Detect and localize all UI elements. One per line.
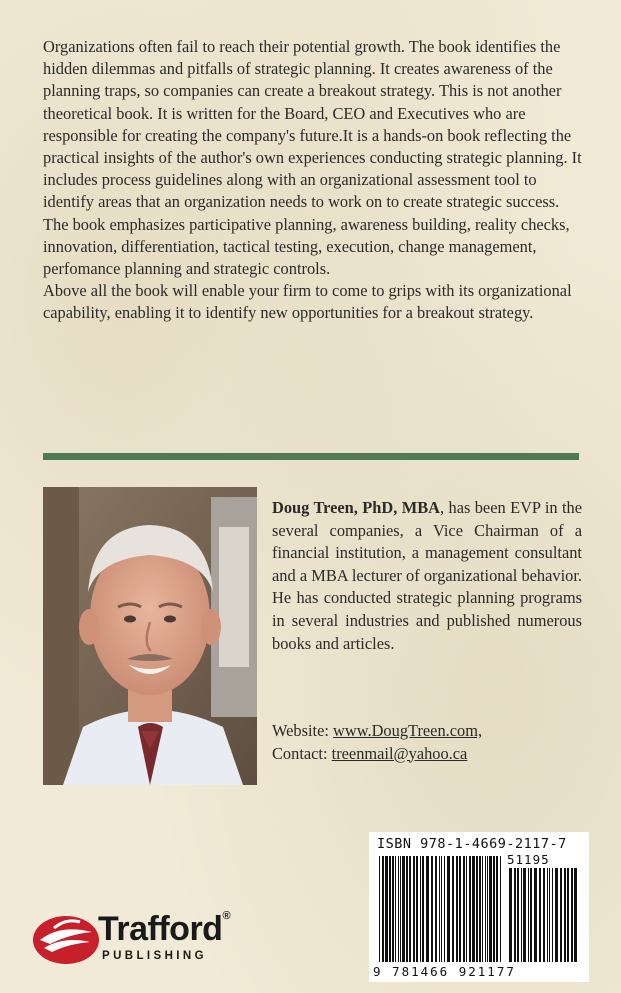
barcode-bar — [456, 856, 458, 962]
description-paragraph-1: Organizations often fail to reach their potential growth. The book identifies the hidden dilemmas and pitfalls of strategic planning. It creates awareness of the planning traps, so companies can create a breakout strategy. This is not another theoretical book. It is written for the Board, CEO and Executives who are responsible for creating the company's future.It is a hands-on book reflecting the practical insights of the author's own experiences conducting strategic planning. It includes process guidelines along with an organizational assessment tool to identify areas that an organization needs to work on to create strategic success. The book emphasizes participative planning, awareness building, reality checks, innovation, differentiation, tactical testing, execution, change management, perfomance planning and strategic controls. — [43, 37, 582, 279]
barcode-bar — [447, 856, 450, 962]
barcode-bar — [564, 868, 566, 962]
barcode-bar — [435, 856, 437, 962]
barcode-bar — [422, 856, 424, 962]
green-divider — [43, 453, 579, 460]
website-line — [272, 720, 482, 743]
contact-label: Contact: — [272, 743, 332, 763]
barcode-bar — [523, 868, 526, 962]
barcode-bars — [369, 832, 589, 982]
trafford-emblem-icon — [30, 910, 100, 968]
barcode-bar — [530, 868, 532, 962]
barcode-bar — [406, 856, 408, 962]
barcode-bar — [472, 856, 475, 962]
barcode-bar — [466, 856, 467, 962]
barcode-bar — [400, 856, 401, 962]
publisher-name: Trafford® — [98, 910, 231, 948]
barcode-bar — [552, 868, 553, 962]
author-contact — [272, 720, 482, 765]
barcode-bar — [379, 856, 380, 962]
barcode-bar — [509, 868, 512, 962]
bio-paragraph — [272, 497, 582, 655]
barcode-bar — [416, 856, 418, 962]
book-description — [43, 36, 583, 325]
barcode-bar — [409, 856, 411, 962]
barcode-bar — [534, 868, 537, 962]
website-link[interactable]: www.DougTreen.com, — [333, 721, 483, 740]
barcode-addon-number: 51195 — [507, 852, 550, 867]
barcode-bar — [398, 856, 399, 962]
barcode-bar — [574, 868, 577, 962]
barcode-bar — [482, 856, 483, 962]
barcode-bar — [426, 856, 429, 962]
description-paragraph-2: Above all the book will enable your firm to come to grips with its organizational capability, enabling it to identify new opportunities for a breakout strategy. — [43, 281, 572, 323]
barcode-bar — [528, 868, 529, 962]
publisher-subtitle: PUBLISHING — [102, 950, 207, 962]
barcode-bar — [514, 868, 516, 962]
barcode-bar — [392, 856, 394, 962]
barcode-bar — [385, 856, 388, 962]
barcode-bar — [485, 856, 486, 962]
barcode-bar — [420, 856, 421, 962]
website-label: Website: — [272, 721, 334, 740]
barcode-bar — [389, 856, 391, 962]
barcode-bar — [439, 856, 440, 962]
barcode-bar — [500, 856, 501, 962]
barcode-bar — [567, 868, 569, 962]
barcode-bar — [555, 868, 558, 962]
barcode-bar — [463, 856, 465, 962]
author-bio — [272, 497, 582, 655]
barcode-digits: 9 781466 921177 — [373, 964, 516, 979]
author-photo — [43, 487, 257, 785]
barcode-bar — [382, 856, 384, 962]
barcode-bar — [444, 856, 445, 962]
barcode-bar — [452, 856, 454, 962]
barcode-bar — [402, 856, 405, 962]
barcode-bar — [413, 856, 415, 962]
barcode-bar — [487, 856, 488, 962]
contact-line — [272, 743, 482, 766]
barcode-bar — [459, 856, 461, 962]
barcode-bar — [543, 868, 545, 962]
registered-mark: ® — [222, 910, 231, 922]
barcode-bar — [539, 868, 541, 962]
barcode-bar — [560, 868, 562, 962]
trafford-logo — [30, 910, 280, 970]
barcode-bar — [521, 868, 522, 962]
barcode-bar — [517, 868, 519, 962]
barcode-bar — [547, 868, 548, 962]
barcode-bar — [441, 856, 442, 962]
barcode-bar — [395, 856, 396, 962]
bio-text: , has been EVP in the several companies, a Vice Chairman of a financial institution, a management consultant and a MBA lecturer of organizational behavior. He has conducted strategic planning programs in several industries and published numerous books and articles. — [272, 498, 582, 653]
isbn-number: ISBN 978-1-4669-2117-7 — [377, 836, 567, 852]
barcode-bar — [431, 856, 433, 962]
email-link[interactable]: treenmail@yahoo.ca — [331, 743, 468, 763]
barcode-bar — [479, 856, 481, 962]
barcode-bar — [493, 856, 495, 962]
barcode-bar — [571, 868, 573, 962]
isbn-barcode — [369, 832, 589, 982]
barcode-bar — [496, 856, 498, 962]
barcode-bar — [476, 856, 478, 962]
barcode-bar — [489, 856, 492, 962]
author-name: Doug Treen, PhD, MBA — [272, 498, 440, 517]
barcode-bar — [469, 856, 471, 962]
barcode-bar — [549, 868, 550, 962]
